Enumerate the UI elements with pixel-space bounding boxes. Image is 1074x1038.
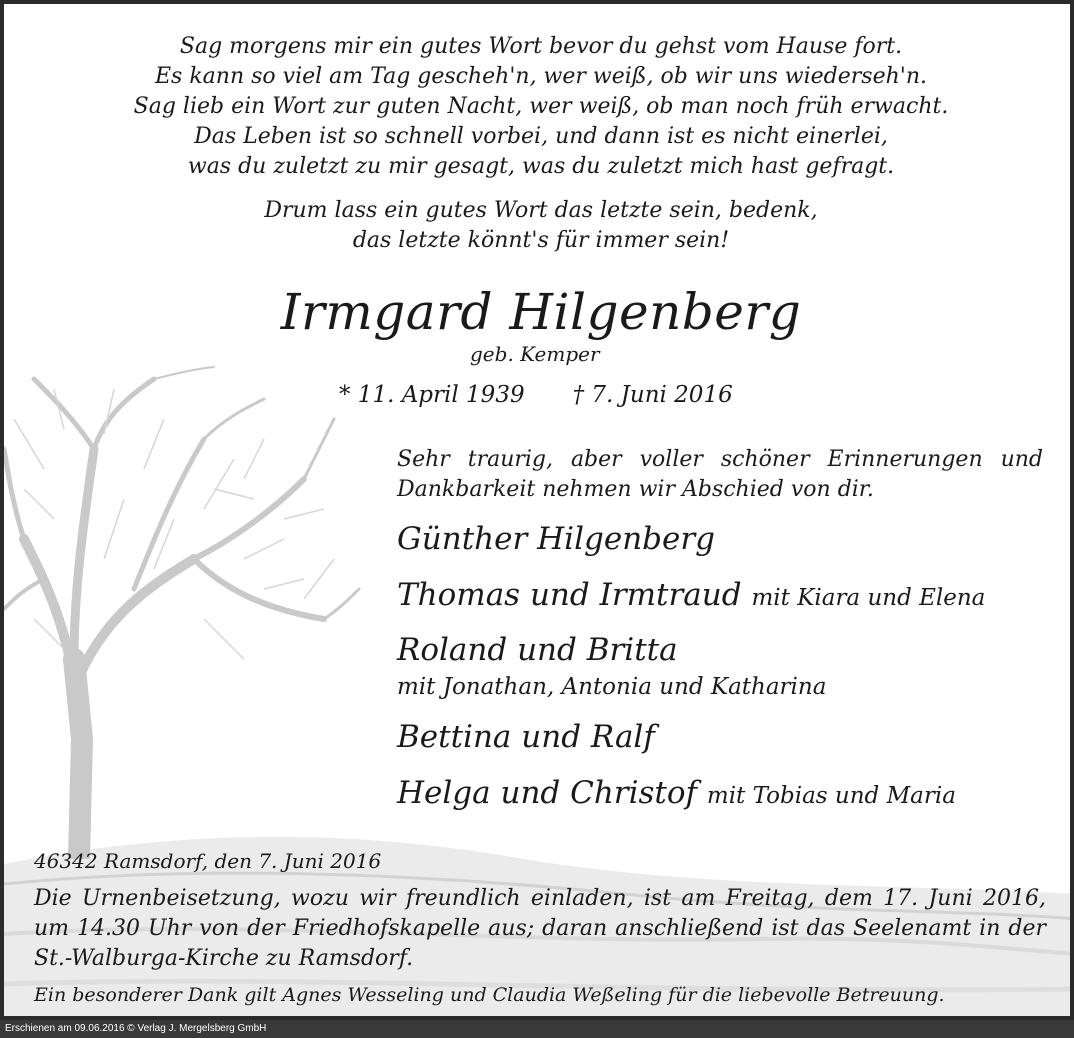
family-member: Roland und Britta — [397, 632, 678, 668]
birth-date: * 11. April 1939 — [339, 382, 525, 408]
thanks-note: Ein besonderer Dank gilt Agnes Wesseling und Claudia Weßeling für die liebevolle Betreuung. — [34, 984, 945, 1006]
family-children: mit Jonathan, Antonia und Katharina — [397, 674, 827, 700]
life-dates — [339, 382, 733, 408]
poem-closing — [4, 196, 1074, 256]
tree-background-image — [4, 359, 364, 859]
family-member: Günther Hilgenberg — [397, 521, 716, 557]
poem-line: was du zuletzt zu mir gesagt, was du zuletzt mich hast gefragt. — [187, 154, 895, 179]
family-member: Bettina und Ralf — [397, 719, 655, 755]
poem-line: Das Leben ist so schnell vorbei, und dann ist es nicht einerlei, — [194, 124, 888, 149]
family-children: mit Kiara und Elena — [751, 585, 986, 611]
funeral-details: Die Urnenbeisetzung, wozu wir freundlich einladen, ist am Freitag, dem 17. Juni 2016, um 14.30 Uhr von der Friedhofskapelle aus; daran anschließend ist das Seelenamt in der St.-Walburga-Kirche zu Ramsdorf. — [34, 886, 1046, 971]
family-children: mit Tobias und Maria — [706, 783, 956, 809]
poem-closing-line: Drum lass ein gutes Wort das letzte sein, bedenk, — [264, 198, 818, 223]
poem-line: Es kann so viel am Tag gescheh'n, wer weiß, ob wir uns wiederseh'n. — [154, 64, 927, 89]
deceased-name: Irmgard Hilgenberg — [280, 283, 802, 341]
poem-line: Sag morgens mir ein gutes Wort bevor du gehst vom Hause fort. — [179, 34, 903, 59]
publication-footer: Erschienen am 09.06.2016 © Verlag J. Mergelsberg GmbH — [0, 1020, 1074, 1038]
poem-closing-line: das letzte könnt's für immer sein! — [352, 228, 730, 253]
poem — [4, 32, 1074, 182]
place-date: 46342 Ramsdorf, den 7. Juni 2016 — [34, 849, 382, 873]
farewell-text: Sehr traurig, aber voller schöner Erinnerungen und Dankbarkeit nehmen wir Abschied von dir. — [397, 447, 1043, 502]
birth-name: geb. Kemper — [470, 342, 600, 366]
death-date: † 7. Juni 2016 — [572, 382, 733, 408]
poem-line: Sag lieb ein Wort zur guten Nacht, wer weiß, ob man noch früh erwacht. — [133, 94, 949, 119]
family-member: Thomas und Irmtraud mit Kiara und Elena — [397, 577, 986, 613]
family-member: Helga und Christof mit Tobias und Maria — [397, 775, 956, 811]
